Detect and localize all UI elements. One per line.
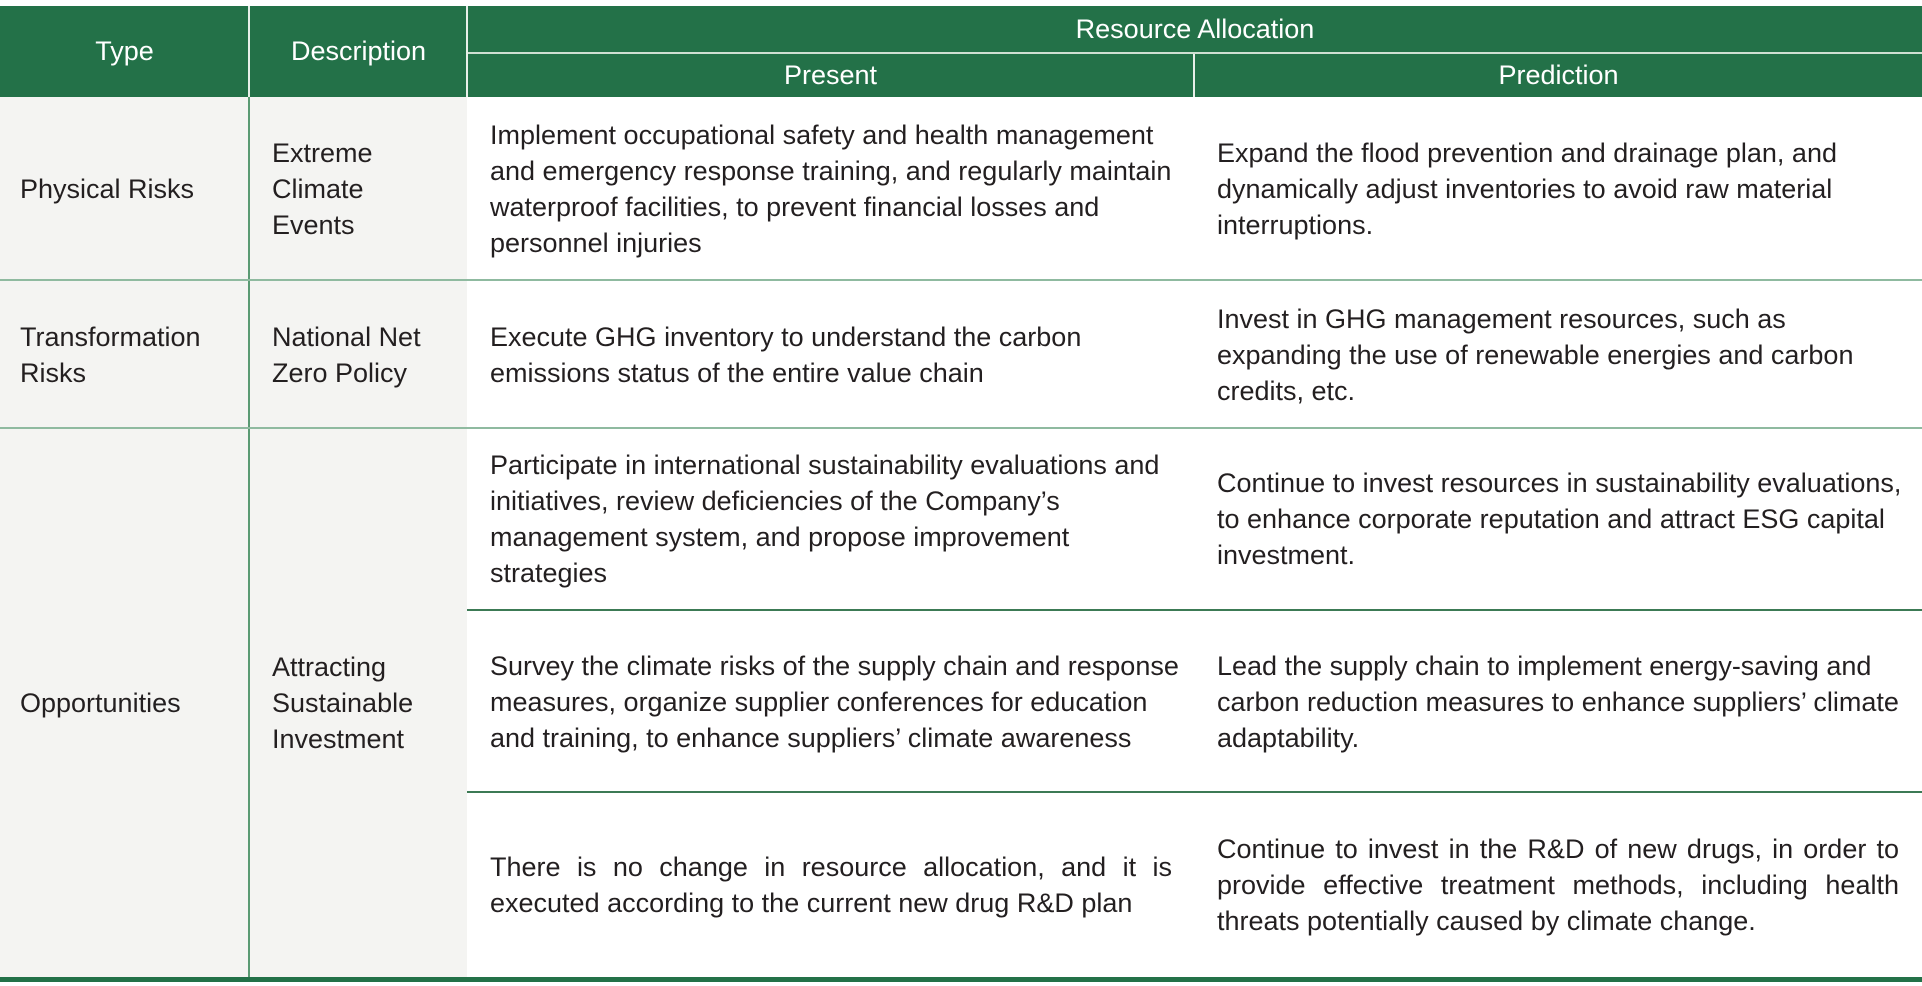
- prediction-cell: Lead the supply chain to implement energy-saving and carbon reduction measures to enhance suppliers’ climate adaptability.: [1217, 650, 1899, 753]
- type-transformation-risks: Transformation Risks: [20, 321, 201, 388]
- table-body: [0, 97, 1922, 977]
- present-cell: Survey the climate risks of the supply chain and response measures, organize supplier conferences for education and training, to enhance suppliers’ climate awareness: [490, 650, 1179, 753]
- header-type: Type: [95, 36, 154, 66]
- prediction-cell: Continue to invest in the R&D of new drugs, in order to provide effective treatment methods, including health threats potentially caused by climate change.: [1217, 834, 1899, 936]
- description-national-net-zero-policy: National Net Zero Policy: [272, 321, 421, 388]
- prediction-cell: Invest in GHG management resources, such as expanding the use of renewable energies and carbon credits, etc.: [1217, 303, 1854, 406]
- type-physical-risks: Physical Risks: [20, 173, 195, 204]
- present-cell: Execute GHG inventory to understand the carbon emissions status of the entire value chain: [490, 321, 1082, 388]
- header-resource-allocation: Resource Allocation: [1075, 13, 1315, 44]
- prediction-cell: Expand the flood prevention and drainage plan, and dynamically adjust inventories to avoid raw material interruptions.: [1217, 137, 1837, 240]
- prediction-cell: Continue to invest resources in sustainability evaluations, to enhance corporate reputation and attract ESG capital investment.: [1217, 468, 1902, 570]
- present-cell: Participate in international sustainability evaluations and initiatives, review deficiencies of the Company’s management system, and propose improvement strategies: [490, 450, 1160, 588]
- header-present: Present: [783, 60, 878, 90]
- header-description: Description: [290, 36, 427, 66]
- header-prediction: Prediction: [1498, 60, 1619, 90]
- table-bottom-rule: [0, 977, 1922, 982]
- present-cell: There is no change in resource allocation, and it is executed according to the current new drug R&D plan: [490, 852, 1172, 918]
- description-attracting-sustainable-investment: Attracting Sustainable Investment: [272, 652, 414, 754]
- present-cell: Implement occupational safety and health management and emergency response training, and regularly maintain waterproof facilities, to prevent financial losses and personnel injuries: [490, 119, 1172, 258]
- table-header: [0, 6, 1922, 97]
- description-extreme-climate-events: Extreme Climate Events: [272, 137, 373, 240]
- column-divider: [248, 97, 250, 977]
- type-opportunities: Opportunities: [20, 688, 181, 718]
